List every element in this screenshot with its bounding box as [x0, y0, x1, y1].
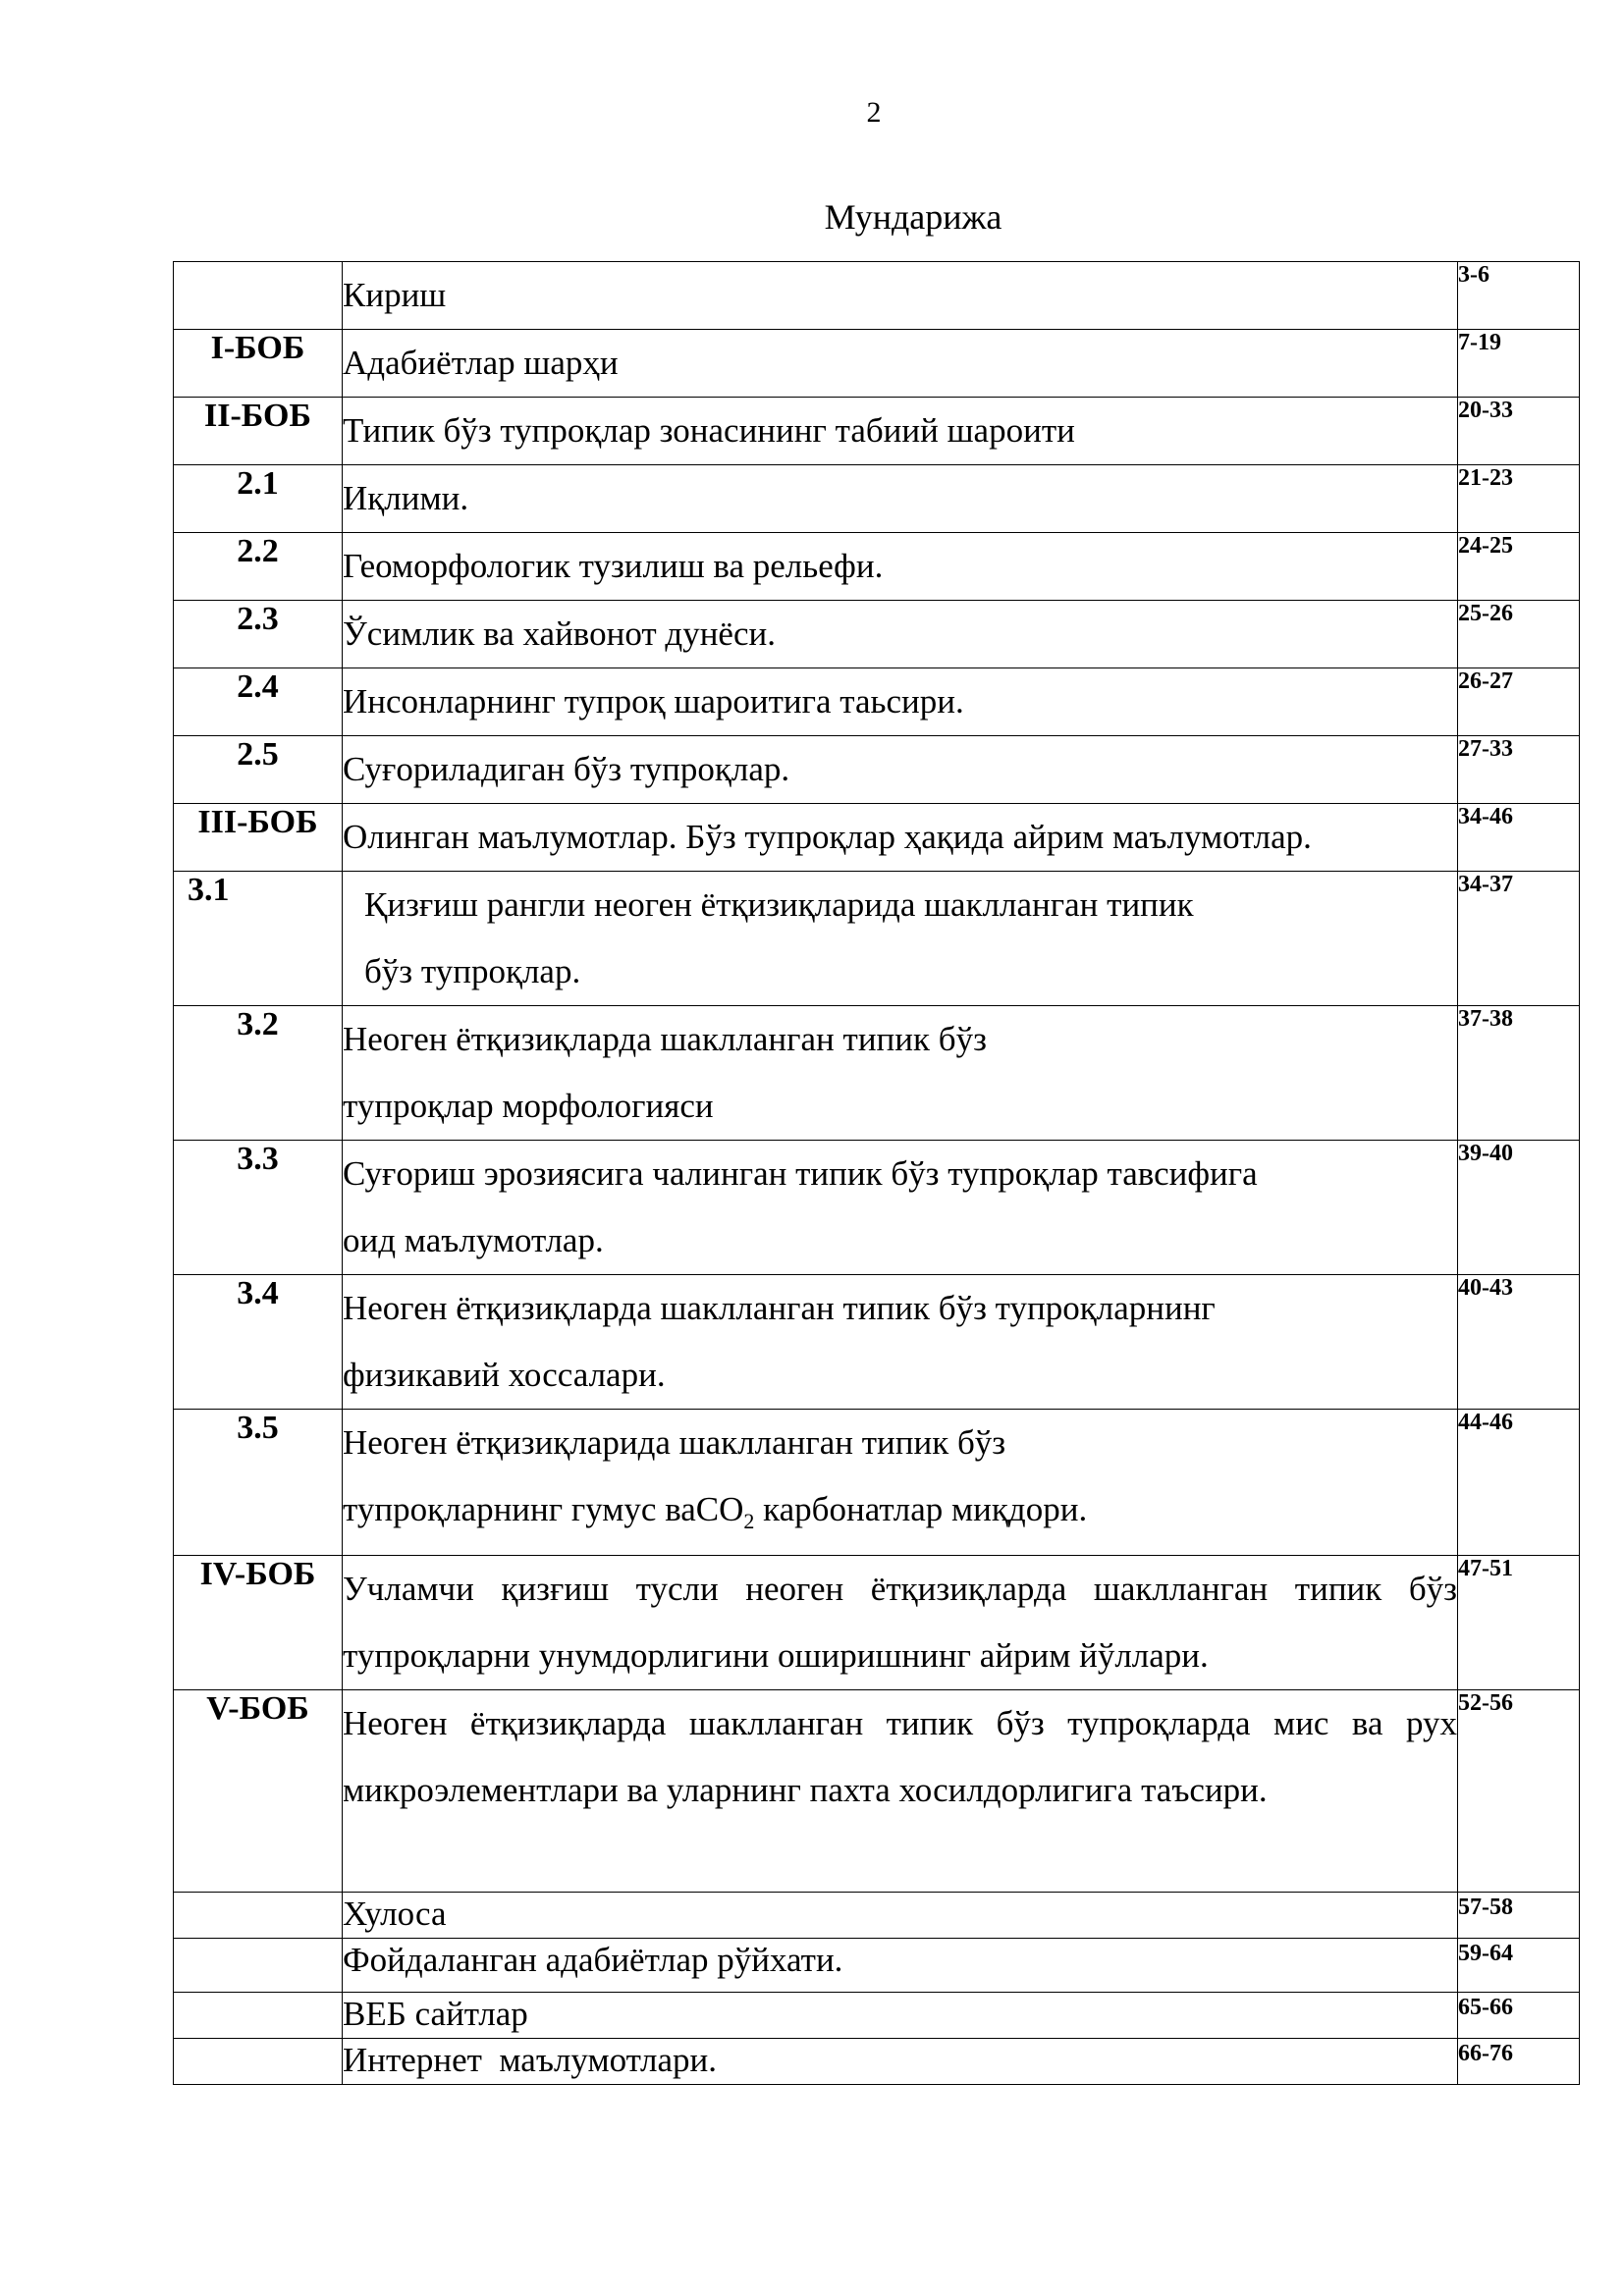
toc-row-title: Иқлими.: [343, 465, 1458, 533]
toc-row-pages: 21-23: [1458, 465, 1580, 533]
toc-row-pages: 37-38: [1458, 1006, 1580, 1141]
toc-row-pages: 3-6: [1458, 262, 1580, 330]
toc-row-pages: 26-27: [1458, 668, 1580, 736]
toc-row: [174, 398, 1580, 465]
toc-row-pages: 25-26: [1458, 601, 1580, 668]
toc-row: [174, 465, 1580, 533]
toc-row-number: IV-БОБ: [174, 1556, 343, 1690]
toc-row: [174, 330, 1580, 398]
toc-row-number: 3.3: [174, 1141, 343, 1275]
toc-row-title: Олинган маълумотлар. Бўз тупроқлар ҳақида айрим маълумотлар.: [343, 804, 1458, 872]
toc-row-title: Интернет маълумотлари.: [343, 2039, 1458, 2085]
toc-row-title: Суғориладиган бўз тупроқлар.: [343, 736, 1458, 804]
toc-row-title: Ўсимлик ва хайвонот дунёси.: [343, 601, 1458, 668]
toc-row-title: [343, 872, 1458, 1006]
toc-row-title-line: [343, 1476, 1457, 1555]
toc-row-number: 2.4: [174, 668, 343, 736]
toc-row-number: [174, 1993, 343, 2039]
toc-row: [174, 804, 1580, 872]
toc-row: [174, 872, 1580, 1006]
toc-row-pages: 40-43: [1458, 1275, 1580, 1410]
toc-row: [174, 2039, 1580, 2085]
toc-row-pages: 20-33: [1458, 398, 1580, 465]
toc-row-pages: 47-51: [1458, 1556, 1580, 1690]
toc-row-title: Кириш: [343, 262, 1458, 330]
toc-row-pages: 52-56: [1458, 1690, 1580, 1893]
toc-row-number: 2.2: [174, 533, 343, 601]
toc-row-title: Фойдаланган адабиётлар рўйхати.: [343, 1939, 1458, 1993]
toc-row-title-line: Қизғиш рангли неоген ётқизиқларида шаклланган типик: [364, 885, 1194, 924]
toc-row-title-line: тупроқлар морфологияси: [343, 1087, 714, 1125]
toc-row: [174, 601, 1580, 668]
toc-row: [174, 1006, 1580, 1141]
toc-row-pages: 24-25: [1458, 533, 1580, 601]
toc-row-title: Учламчи қизғиш тусли неоген ётқизиқларда шаклланган типик бўз тупроқларни унумдорлигини оширишнинг айрим йўллари.: [343, 1556, 1458, 1690]
toc-row-title-line: физикавий хоссалари.: [343, 1356, 666, 1394]
toc-row-pages: 39-40: [1458, 1141, 1580, 1275]
toc-row: [174, 533, 1580, 601]
toc-row-number: 2.1: [174, 465, 343, 533]
toc-row-title-part: тупроқларнинг гумус ваCO: [343, 1490, 744, 1528]
toc-row-number: 3.4: [174, 1275, 343, 1410]
toc-row-title: [343, 1141, 1458, 1275]
toc-row-pages: 34-37: [1458, 872, 1580, 1006]
toc-row-pages: 34-46: [1458, 804, 1580, 872]
toc-row: [174, 1141, 1580, 1275]
toc-row-title: Геоморфологик тузилиш ва рельефи.: [343, 533, 1458, 601]
toc-row-title: Инсонларнинг тупроқ шароитига таьсири.: [343, 668, 1458, 736]
toc-row-number: [174, 1939, 343, 1993]
toc-row-pages: 59-64: [1458, 1939, 1580, 1993]
toc-row-pages: 44-46: [1458, 1410, 1580, 1556]
toc-row-title: Типик бўз тупроқлар зонасининг табиий шароити: [343, 398, 1458, 465]
toc-row-number: V-БОБ: [174, 1690, 343, 1893]
toc-table: [173, 261, 1580, 2085]
toc-row-title-line: Неоген ётқизиқларда шаклланган типик бўз тупроқларнинг: [343, 1289, 1216, 1327]
subscript: 2: [743, 1509, 755, 1533]
toc-row-title-part: карбонатлар миқдори.: [754, 1490, 1088, 1528]
toc-row: [174, 1939, 1580, 1993]
toc-row-title: [343, 1410, 1458, 1556]
toc-row-pages: 27-33: [1458, 736, 1580, 804]
toc-row-number: II-БОБ: [174, 398, 343, 465]
toc-row-title-line: Неоген ётқизиқларда шаклланган типик бўз: [343, 1020, 987, 1058]
toc-row-title-line: Неоген ётқизиқларида шаклланган типик бўз: [343, 1423, 1006, 1462]
toc-row-pages: 66-76: [1458, 2039, 1580, 2085]
toc-row-title-line: бўз тупроқлар.: [364, 952, 581, 990]
toc-title: Мундарижа: [824, 197, 1002, 237]
toc-row: [174, 1690, 1580, 1893]
toc-row-number: 2.5: [174, 736, 343, 804]
toc-row-title: Хулоса: [343, 1893, 1458, 1939]
toc-row: [174, 1410, 1580, 1556]
toc-row-title-line: Суғориш эрозиясига чалинган типик бўз тупроқлар тавсифига: [343, 1154, 1258, 1193]
toc-row-number: 3.5: [174, 1410, 343, 1556]
toc-row-title: Адабиётлар шарҳи: [343, 330, 1458, 398]
toc-row-number: [174, 1893, 343, 1939]
toc-row-title: ВЕБ сайтлар: [343, 1993, 1458, 2039]
toc-row-title: Неоген ётқизиқларда шаклланган типик бўз тупроқларда мис ва рух микроэлементлари ва уларнинг пахта хосилдорлигига таъсири.: [343, 1690, 1458, 1893]
toc-row-title: [343, 1006, 1458, 1141]
toc-row-pages: 65-66: [1458, 1993, 1580, 2039]
page-number: 2: [866, 96, 882, 129]
toc-row-number: I-БОБ: [174, 330, 343, 398]
toc-row: [174, 262, 1580, 330]
toc-row: [174, 1275, 1580, 1410]
toc-row-number: 2.3: [174, 601, 343, 668]
toc-row-number: III-БОБ: [174, 804, 343, 872]
toc-row-title-line: оид маълумотлар.: [343, 1221, 604, 1259]
toc-row-title: [343, 1275, 1458, 1410]
toc-row-number: 3.1: [174, 872, 343, 1006]
toc-row-number: [174, 262, 343, 330]
toc-row: [174, 1993, 1580, 2039]
toc-row-pages: 57-58: [1458, 1893, 1580, 1939]
toc-row-number: [174, 2039, 343, 2085]
toc-row: [174, 668, 1580, 736]
toc-row: [174, 1893, 1580, 1939]
toc-row-pages: 7-19: [1458, 330, 1580, 398]
toc-row-number: 3.2: [174, 1006, 343, 1141]
toc-row: [174, 736, 1580, 804]
toc-row: [174, 1556, 1580, 1690]
